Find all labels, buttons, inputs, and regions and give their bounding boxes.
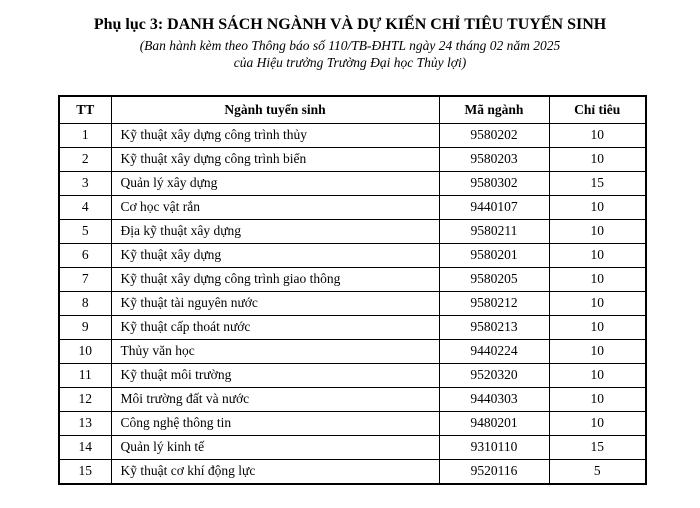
cell-row-number: 6 (59, 243, 111, 267)
cell-major-code: 9580211 (439, 219, 549, 243)
cell-major-code: 9440224 (439, 339, 549, 363)
cell-major-code: 9580205 (439, 267, 549, 291)
cell-row-number: 13 (59, 411, 111, 435)
cell-row-number: 5 (59, 219, 111, 243)
page-subtitle (0, 38, 700, 72)
cell-major-code: 9310110 (439, 435, 549, 459)
subtitle-line-2: của Hiệu trưởng Trường Đại học Thủy lợi) (233, 54, 467, 70)
table-row (59, 219, 646, 243)
page-title: Phụ lục 3: DANH SÁCH NGÀNH VÀ DỰ KIẾN CHỈ TIÊU TUYỂN SINH (93, 16, 607, 33)
table-body (59, 123, 646, 484)
cell-major-name: Công nghệ thông tin (111, 411, 439, 435)
cell-quota: 10 (549, 219, 646, 243)
cell-major-name: Địa kỹ thuật xây dựng (111, 219, 439, 243)
cell-row-number: 12 (59, 387, 111, 411)
cell-major-name: Môi trường đất và nước (111, 387, 439, 411)
cell-major-name: Kỹ thuật cơ khí động lực (111, 459, 439, 484)
table-row (59, 363, 646, 387)
cell-quota: 10 (549, 411, 646, 435)
cell-quota: 10 (549, 267, 646, 291)
table-row (59, 387, 646, 411)
cell-row-number: 15 (59, 459, 111, 484)
cell-major-code: 9580212 (439, 291, 549, 315)
table-row (59, 123, 646, 147)
cell-major-name: Kỹ thuật xây dựng công trình biển (111, 147, 439, 171)
cell-quota: 10 (549, 339, 646, 363)
admission-quota-table (58, 95, 647, 485)
cell-major-name: Cơ học vật rắn (111, 195, 439, 219)
column-header-code: Mã ngành (439, 96, 549, 124)
table-row (59, 459, 646, 484)
cell-quota: 10 (549, 147, 646, 171)
cell-quota: 10 (549, 195, 646, 219)
table-row (59, 243, 646, 267)
cell-quota: 10 (549, 387, 646, 411)
cell-row-number: 14 (59, 435, 111, 459)
table-row (59, 315, 646, 339)
column-header-major: Ngành tuyển sinh (111, 96, 439, 124)
cell-major-name: Kỹ thuật xây dựng công trình thủy (111, 123, 439, 147)
table-row (59, 291, 646, 315)
cell-major-code: 9440303 (439, 387, 549, 411)
cell-major-code: 9580201 (439, 243, 549, 267)
cell-major-name: Kỹ thuật cấp thoát nước (111, 315, 439, 339)
table-row (59, 411, 646, 435)
cell-row-number: 10 (59, 339, 111, 363)
cell-quota: 10 (549, 315, 646, 339)
cell-major-code: 9580302 (439, 171, 549, 195)
cell-row-number: 4 (59, 195, 111, 219)
cell-major-code: 9580203 (439, 147, 549, 171)
cell-quota: 5 (549, 459, 646, 484)
cell-row-number: 9 (59, 315, 111, 339)
cell-quota: 15 (549, 435, 646, 459)
cell-major-code: 9480201 (439, 411, 549, 435)
cell-quota: 10 (549, 291, 646, 315)
table-row (59, 147, 646, 171)
cell-row-number: 8 (59, 291, 111, 315)
cell-quota: 15 (549, 171, 646, 195)
cell-row-number: 1 (59, 123, 111, 147)
cell-major-code: 9580202 (439, 123, 549, 147)
cell-major-name: Kỹ thuật tài nguyên nước (111, 291, 439, 315)
cell-quota: 10 (549, 363, 646, 387)
cell-major-name: Thủy văn học (111, 339, 439, 363)
column-header-tt: TT (59, 96, 111, 124)
cell-major-code: 9520116 (439, 459, 549, 484)
cell-row-number: 7 (59, 267, 111, 291)
table-row (59, 267, 646, 291)
cell-quota: 10 (549, 123, 646, 147)
table-row (59, 339, 646, 363)
column-header-quota: Chỉ tiêu (549, 96, 646, 124)
cell-row-number: 3 (59, 171, 111, 195)
cell-major-name: Quản lý kinh tế (111, 435, 439, 459)
cell-row-number: 2 (59, 147, 111, 171)
cell-major-code: 9580213 (439, 315, 549, 339)
table-row (59, 435, 646, 459)
subtitle-line-1: (Ban hành kèm theo Thông báo số 110/TB-ĐHTL ngày 24 tháng 02 năm 2025 (139, 38, 561, 53)
cell-major-code: 9440107 (439, 195, 549, 219)
table-row (59, 195, 646, 219)
cell-major-name: Kỹ thuật môi trường (111, 363, 439, 387)
cell-row-number: 11 (59, 363, 111, 387)
table-header-row (59, 96, 646, 124)
cell-major-name: Kỹ thuật xây dựng công trình giao thông (111, 267, 439, 291)
cell-quota: 10 (549, 243, 646, 267)
cell-major-name: Quản lý xây dựng (111, 171, 439, 195)
cell-major-name: Kỹ thuật xây dựng (111, 243, 439, 267)
cell-major-code: 9520320 (439, 363, 549, 387)
table-row (59, 171, 646, 195)
